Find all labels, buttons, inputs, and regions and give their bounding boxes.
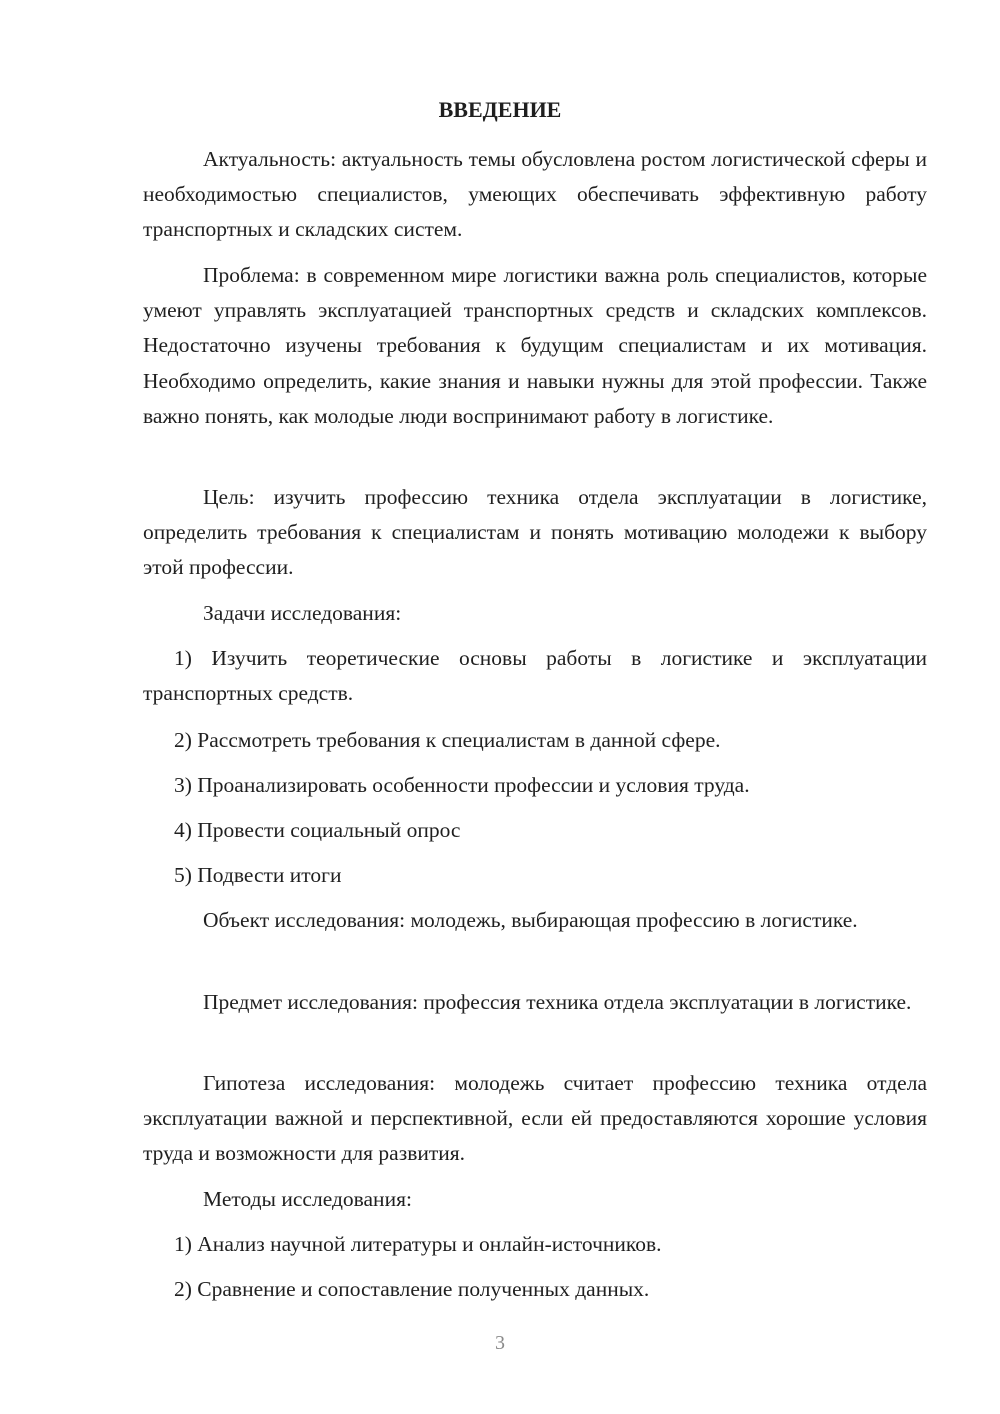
- paragraph-goal: Цель: изучить профессию техника отдела эксплуатации в логистике, определить требования к специалистам и понять мотивацию молодежи к выбору этой профессии.: [143, 485, 927, 580]
- paragraph-hypothesis: Гипотеза исследования: молодежь считает профессию техника отдела эксплуатации важной и перспективной, если ей предоставляются хорошие условия труда и возможности для развития.: [143, 1071, 927, 1166]
- task-item: 4) Провести социальный опрос: [174, 818, 461, 842]
- methods-heading: Методы исследования:: [203, 1187, 412, 1211]
- paragraph-problem: Проблема: в современном мире логистики важна роль специалистов, которые умеют управлять эксплуатацией транспортных средств и складских комплексов. Недостаточно изучены требования к будущим специалистам и их мотивация. Необходимо определить, какие знания и навыки нужны для этой профессии. Также важно понять, как молодые люди воспринимают работу в логистике.: [143, 263, 927, 428]
- task-item: 3) Проанализировать особенности профессии и условия труда.: [174, 773, 750, 797]
- method-item: 1) Анализ научной литературы и онлайн-источников.: [174, 1232, 662, 1256]
- paragraph-relevance: Актуальность: актуальность темы обусловлена ростом логистической сферы и необходимостью специалистов, умеющих обеспечивать эффективную работу транспортных и складских систем.: [143, 147, 927, 242]
- paragraph-object: Объект исследования: молодежь, выбирающая профессию в логистике.: [203, 908, 858, 932]
- task-item: 1) Изучить теоретические основы работы в логистике и эксплуатации транспортных средств.: [143, 646, 927, 706]
- page-number: 3: [495, 1332, 505, 1354]
- task-item: 5) Подвести итоги: [174, 863, 342, 887]
- method-item: 2) Сравнение и сопоставление полученных данных.: [174, 1277, 650, 1301]
- tasks-heading: Задачи исследования:: [203, 601, 402, 625]
- section-title: ВВЕДЕНИЕ: [438, 97, 562, 122]
- task-item: 2) Рассмотреть требования к специалистам в данной сфере.: [174, 728, 721, 752]
- paragraph-subject: Предмет исследования: профессия техника отдела эксплуатации в логистике.: [203, 990, 912, 1014]
